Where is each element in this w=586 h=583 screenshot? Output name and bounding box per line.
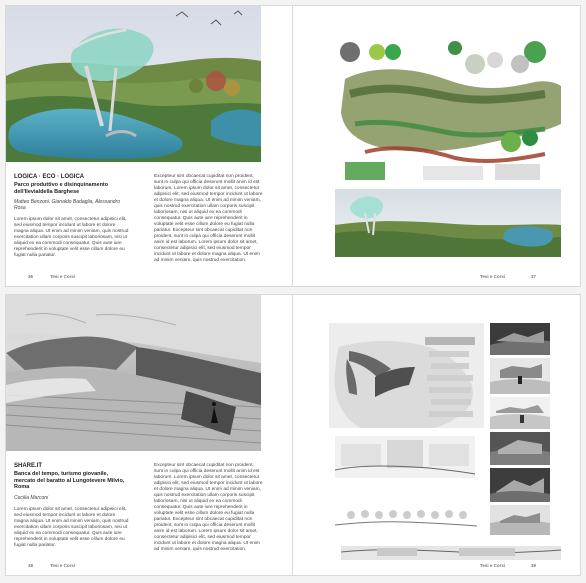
article-authors: Matteo Benzoni, Gianaldo Badaglia, Alessandro Rosa [14, 199, 120, 211]
thumbnail-render-4 [490, 432, 550, 465]
article-title: SHARE.IT [14, 463, 43, 469]
thumbnail-render-3 [490, 397, 550, 429]
thumbnail-render-1 [490, 323, 550, 355]
hero-photo-interior [6, 295, 261, 451]
spread-bottom [6, 295, 580, 575]
article-body-col2: Excepteur sint obcaecat cupiditat non proident, sunt in culpa qui officia deserunt mollit anim id est laborum. Lorem ipsum dolor sit amet, consectetur adipisici elit, sed eiusmod tempor incidunt ut labore et dolore magna aliqua. Ut enim ad minim veniam, quis nostrud exercitation ullam corporis suscipit laboriosam, nisi ut aliquid ex ea commodi consequatur. Quis aute iure reprehenderit in voluptate velit esse cillum dolore eu fugiat nulla pariatur. Excepteur sint obcaecat cupiditat non proident, sunt in culpa qui officia deserunt mollit anim id est laborum. Lorem ipsum dolor sit amet, consectetur adipisici elit, sed eiusmod tempor incidunt ut labore et dolore magna aliqua. Ut enim ad minim veniam, quis nostrud exercitation. [154, 174, 263, 263]
hero-photo-landscape [6, 6, 261, 162]
article-body-col2: Excepteur sint obcaecat cupiditat non proident, sunt in culpa qui officia deserunt mollit anim id est laborum. Lorem ipsum dolor sit amet, consectetur adipisici elit, sed eiusmod tempor incidunt ut labore et dolore magna aliqua. Ut enim ad minim veniam, quis nostrud exercitation ullam corporis suscipit laboriosam, nisi ut aliquid ex ea commodi consequatur. Quis aute iure reprehenderit in voluptate velit esse cillum dolore eu fugiat nulla pariatur. Excepteur sint obcaecat cupiditat non proident, sunt in culpa qui officia deserunt mollit anim id est laborum. Lorem ipsum dolor sit amet, consectetur adipisici elit, sed eiusmod tempor incidunt ut labore et dolore magna aliqua. Ut enim ad minim veniam, quis nostrud exercitation. [154, 463, 263, 552]
page-number: 37 [531, 274, 537, 279]
running-title: Tesi e Corsi [50, 274, 76, 279]
article-title: LOGICA · ECO · LOGICA [14, 174, 85, 180]
article-body-col1: Lorem ipsum dolor sit amet, consectetur adipisici elit, sed eiusmod tempor incidunt ut labore et dolore magna aliqua. Ut enim ad minim veniam, quis nostrud exercitation ullam corporis suscipit laboriosam, nisi ut aliquid ex ea commodi consequatur. Quis aute iure reprehenderit in voluptate velit esse cillum dolore eu fugiat nulla pariatur. [14, 217, 129, 258]
diagram-board [335, 34, 561, 188]
article-subtitle: Banca del tempo, turismo giovanile, mercato del baratto al Lungotevere Milvio, Roma [14, 471, 125, 490]
page-right [293, 295, 580, 575]
running-title: Tesi e Corsi [480, 563, 506, 568]
running-title: Tesi e Corsi [50, 563, 76, 568]
thumbnail-render-2 [490, 358, 550, 394]
site-elevation-drawing [329, 428, 484, 486]
article-subtitle: Parco produttivo e disinquinamento dell'Ilevialdella Barghese [14, 182, 109, 195]
article-authors: Cecilia Marconi [14, 494, 49, 501]
running-title: Tesi e Corsi [480, 274, 506, 279]
article-caption [14, 174, 129, 259]
thumbnail-render-5 [490, 468, 550, 502]
page-number: 38 [28, 563, 34, 568]
site-section-drawing [329, 487, 484, 537]
bottom-render-photo [335, 189, 561, 257]
article-caption [14, 463, 129, 549]
page-left [6, 6, 292, 286]
long-section-render [329, 538, 574, 568]
page-left [6, 295, 292, 575]
page-number: 39 [531, 563, 537, 568]
page-number: 36 [28, 274, 34, 279]
thumbnail-render-6 [490, 505, 550, 535]
spread-top [6, 6, 580, 286]
article-body-col1: Lorem ipsum dolor sit amet, consectetur adipisici elit, sed eiusmod tempor incidunt ut labore et dolore magna aliqua. Ut enim ad minim veniam, quis nostrud exercitation ullam corporis suscipit laboriosam, nisi ut aliquid ex ea commodi consequatur. Quis aute iure reprehenderit in voluptate velit esse cillum dolore eu fugiat nulla pariatur. [14, 506, 129, 548]
page-right [293, 6, 580, 286]
